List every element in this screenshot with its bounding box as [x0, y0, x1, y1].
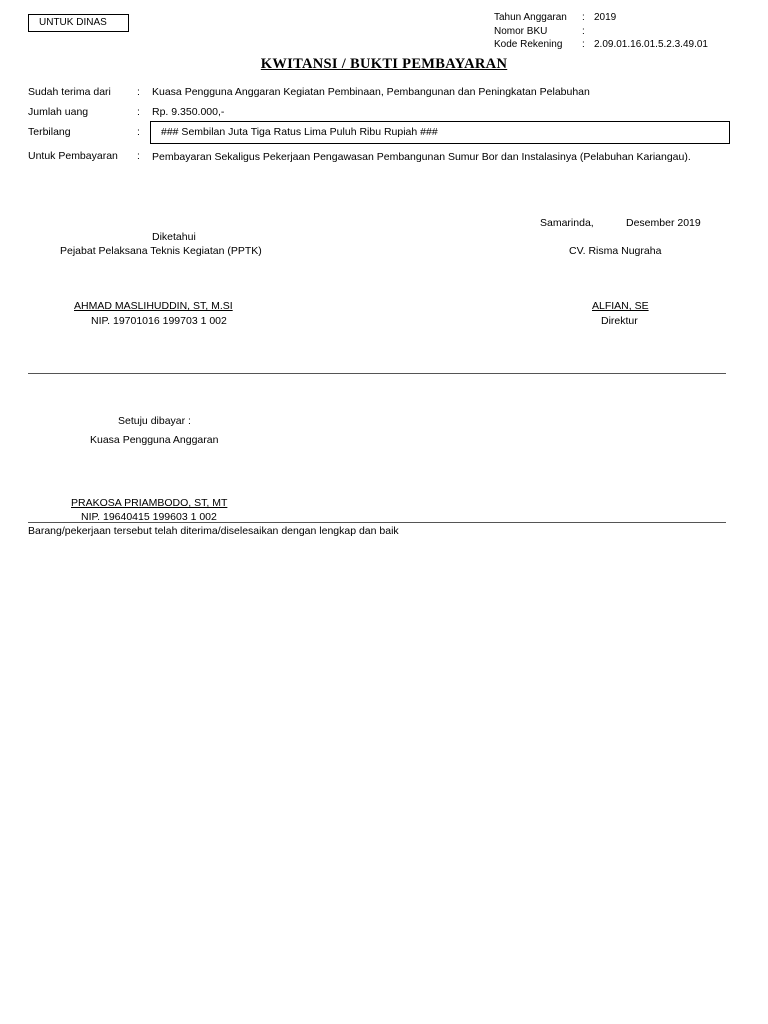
footer-divider: [28, 522, 726, 523]
vendor-name: ALFIAN, SE: [592, 300, 649, 312]
untuk-dinas-box: UNTUK DINAS: [28, 14, 129, 32]
meta-value-rekening: 2.09.01.16.01.5.2.3.49.01: [594, 39, 708, 50]
meta-label-tahun: Tahun Anggaran: [494, 12, 567, 23]
date: Desember 2019: [626, 217, 701, 229]
footer-note: Barang/pekerjaan tersebut telah diterima/diselesaikan dengan lengkap dan baik: [28, 525, 399, 537]
pptk-heading: Diketahui: [152, 231, 196, 243]
meta-value-tahun: 2019: [594, 12, 617, 23]
field-value-pembayaran: Pembayaran Sekaligus Pekerjaan Pengawasan Pembangunan Sumur Bor dan Instalasinya (Pelabuhan Kariangau).: [152, 151, 691, 163]
field-colon-pembayaran: :: [137, 150, 140, 162]
meta-label-bku: Nomor BKU: [494, 26, 548, 37]
section-divider: [28, 373, 726, 374]
kpa-nip: NIP. 19640415 199603 1 002: [81, 511, 217, 523]
field-label-dari: Sudah terima dari: [28, 86, 111, 98]
field-value-terbilang: ### Sembilan Juta Tiga Ratus Lima Puluh Ribu Rupiah ###: [150, 121, 730, 144]
field-label-jumlah: Jumlah uang: [28, 106, 89, 118]
place: Samarinda,: [540, 217, 594, 229]
field-label-terbilang: Terbilang: [28, 126, 71, 138]
field-colon-jumlah: :: [137, 106, 140, 118]
field-value-dari: Kuasa Pengguna Anggaran Kegiatan Pembinaan, Pembangunan dan Peningkatan Pelabuhan: [152, 86, 590, 98]
document-title-text: KWITANSI / BUKTI PEMBAYARAN: [260, 56, 508, 72]
meta-colon-tahun: :: [582, 12, 585, 23]
field-label-pembayaran: Untuk Pembayaran: [28, 150, 118, 162]
kpa-name: PRAKOSA PRIAMBODO, ST, MT: [71, 497, 228, 509]
vendor-company: CV. Risma Nugraha: [569, 245, 662, 257]
pptk-name: AHMAD MASLIHUDDIN, ST, M.SI: [74, 300, 233, 312]
kpa-heading: Setuju dibayar :: [118, 415, 191, 427]
kpa-role: Kuasa Pengguna Anggaran: [90, 434, 219, 446]
pptk-role: Pejabat Pelaksana Teknis Kegiatan (PPTK): [60, 245, 262, 257]
field-colon-dari: :: [137, 86, 140, 98]
pptk-nip: NIP. 19701016 199703 1 002: [91, 315, 227, 327]
field-colon-terbilang: :: [137, 126, 140, 138]
document-title: [0, 56, 768, 73]
meta-colon-bku: :: [582, 26, 585, 37]
meta-colon-rekening: :: [582, 39, 585, 50]
vendor-title: Direktur: [601, 315, 638, 327]
field-value-jumlah: Rp. 9.350.000,-: [152, 106, 225, 118]
meta-label-rekening: Kode Rekening: [494, 39, 563, 50]
